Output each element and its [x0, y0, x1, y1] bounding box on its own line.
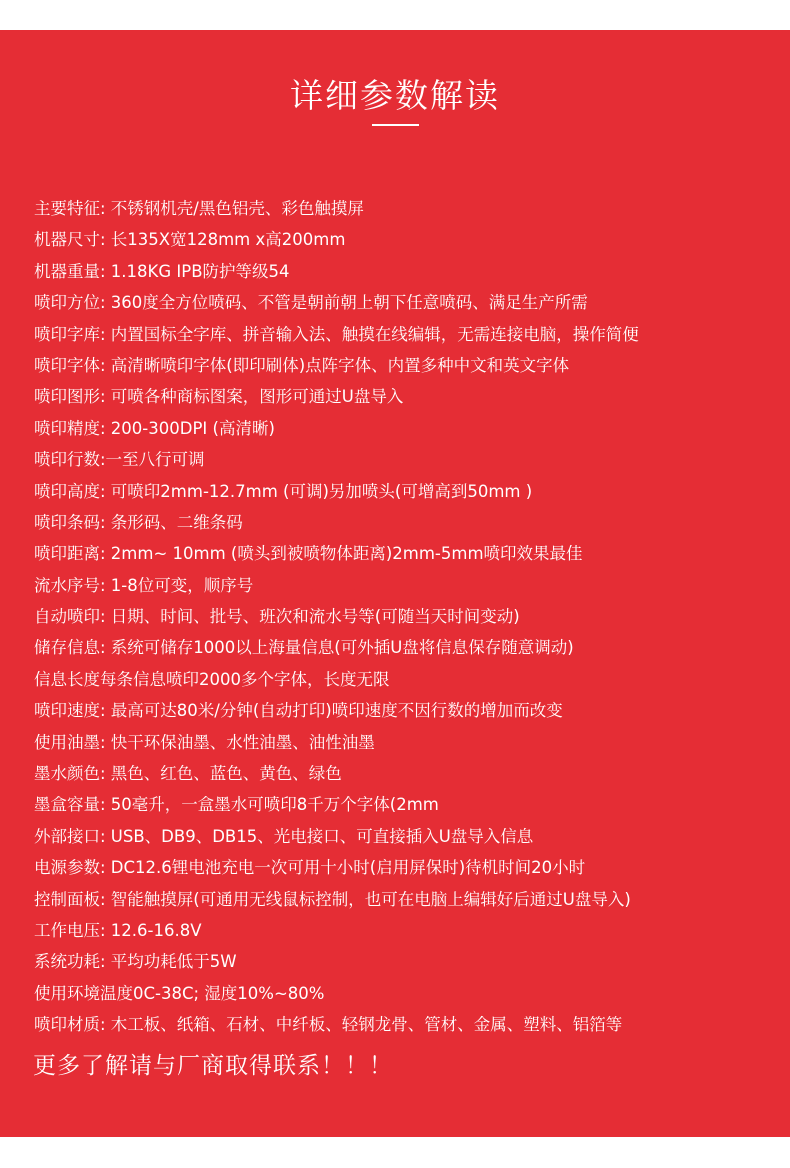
spec-list [34, 193, 639, 1041]
spec-item: 喷印材质: 木工板、纸箱、石材、中纤板、轻钢龙骨、管材、金属、塑料、铝箔等 [34, 1015, 623, 1035]
spec-item: 机器尺寸: 长135X宽128mm x高200mm [34, 230, 346, 250]
spec-item: 墨水颜色: 黑色、红色、蓝色、黄色、绿色 [34, 764, 342, 784]
spec-item: 控制面板: 智能触摸屏(可通用无线鼠标控制，也可在电脑上编辑好后通过U盘导入) [34, 889, 631, 909]
contact-call-to-action: 更多了解请与厂商取得联系！！！ [33, 1053, 393, 1079]
spec-item: 工作电压: 12.6-16.8V [34, 920, 202, 940]
spec-item: 信息长度每条信息喷印2000多个字体，长度无限 [34, 669, 390, 689]
spec-item: 使用油墨: 快干环保油墨、水性油墨、油性油墨 [34, 732, 375, 752]
spec-item: 喷印行数:一至八行可调 [34, 450, 205, 470]
spec-item: 主要特征: 不锈钢机壳/黑色铝壳、彩色触摸屏 [34, 199, 364, 218]
spec-item: 自动喷印: 日期、时间、批号、班次和流水号等(可随当天时间变动) [34, 607, 520, 627]
spec-item: 机器重量: 1.18KG IPB防护等级54 [34, 261, 290, 281]
spec-panel [0, 30, 790, 1137]
spec-item: 喷印条码: 条形码、二维条码 [34, 512, 243, 532]
spec-item: 喷印方位: 360度全方位喷码、不管是朝前朝上朝下任意喷码、满足生产所需 [34, 293, 588, 313]
page-title: 详细参数解读 [290, 76, 500, 115]
title-underline [372, 124, 419, 126]
spec-item: 流水序号: 1-8位可变，顺序号 [34, 575, 254, 595]
spec-item: 喷印高度: 可喷印2mm-12.7mm (可调)另加喷头(可增高到50mm ) [34, 481, 533, 501]
spec-item: 外部接口: USB、DB9、DB15、光电接口、可直接插入U盘导入信息 [34, 826, 534, 846]
spec-item: 喷印图形: 可喷各种商标图案，图形可通过U盘导入 [34, 387, 404, 407]
spec-item: 喷印精度: 200-300DPI (高清晰) [34, 418, 275, 438]
spec-item: 喷印距离: 2mm~ 10mm (喷头到被喷物体距离)2mm-5mm喷印效果最佳 [34, 544, 583, 564]
spec-item: 使用环境温度0C-38C; 湿度10%~80% [34, 983, 325, 1003]
spec-item: 喷印字库: 内置国标全字库、拼音输入法、触摸在线编辑，无需连接电脑，操作简便 [34, 324, 639, 344]
spec-item: 系统功耗: 平均功耗低于5W [34, 952, 237, 972]
spec-item: 喷印字体: 高清晰喷印字体(即印刷体)点阵字体、内置多种中文和英文字体 [34, 355, 570, 375]
spec-item: 电源参数: DC12.6锂电池充电一次可用十小时(启用屏保时)待机时间20小时 [34, 858, 586, 878]
spec-item: 墨盒容量: 50毫升，一盒墨水可喷印8千万个字体(2mm [34, 795, 439, 815]
spec-item: 储存信息: 系统可储存1000以上海量信息(可外插U盘将信息保存随意调动) [34, 638, 574, 658]
spec-item: 喷印速度: 最高可达80米/分钟(自动打印)喷印速度不因行数的增加而改变 [34, 701, 563, 721]
